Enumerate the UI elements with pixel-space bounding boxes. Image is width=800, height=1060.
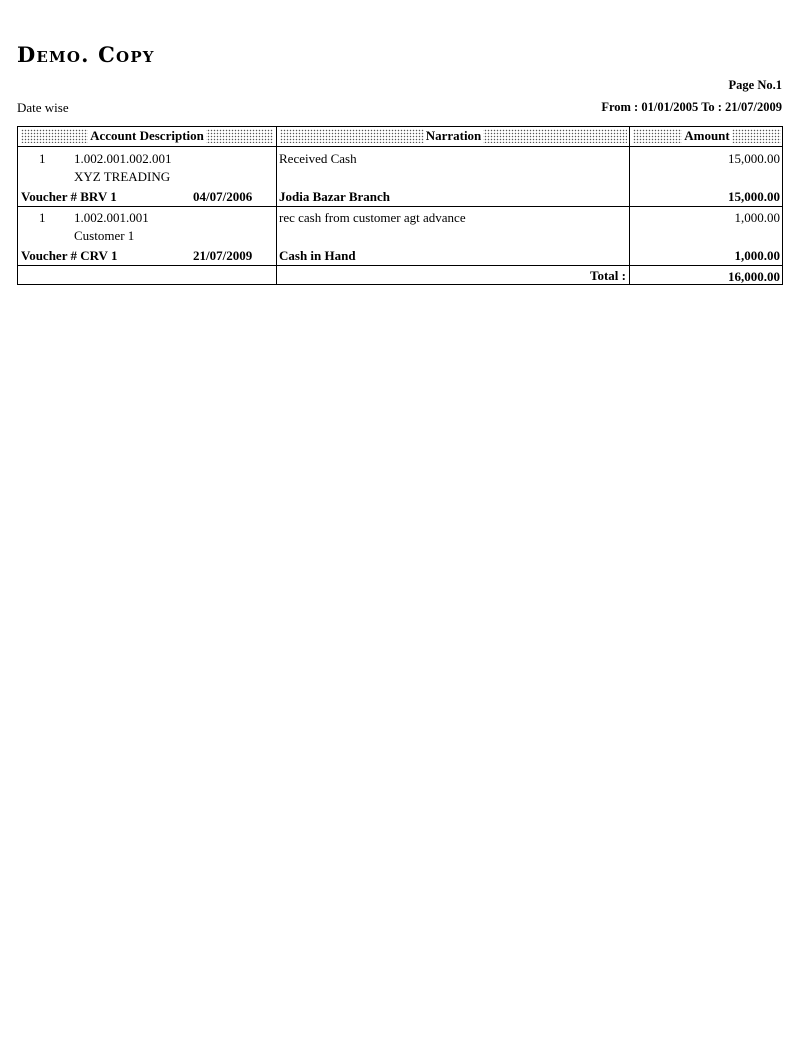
row-divider — [18, 206, 782, 207]
entry-narration: Received Cash — [279, 151, 357, 166]
total-value: 16,000.00 — [728, 269, 780, 284]
entry-account-name: XYZ TREADING — [74, 169, 171, 184]
report-period: From : 01/01/2005 To : 21/07/2009 — [601, 100, 782, 114]
entry-account-name: Customer 1 — [74, 228, 135, 243]
entry-account-code: 1.002.001.002.001 — [74, 151, 172, 166]
entry-serial: 1 — [39, 210, 46, 225]
total-label: Total : — [590, 268, 626, 283]
entry-serial: 1 — [39, 151, 46, 166]
company-title: Demo. Copy — [17, 42, 155, 67]
entry-subtotal: 1,000.00 — [734, 248, 780, 263]
entry-narration: rec cash from customer agt advance — [279, 210, 466, 225]
entry-branch: Cash in Hand — [279, 248, 356, 263]
table-header — [18, 127, 782, 147]
entry-subtotal: 15,000.00 — [728, 189, 780, 204]
page-number: Page No.1 — [728, 78, 782, 92]
entry-amount: 1,000.00 — [734, 210, 780, 225]
ledger-table — [17, 126, 783, 285]
report-mode: Date wise — [17, 100, 69, 115]
entry-date: 21/07/2009 — [193, 248, 253, 263]
entry-account-code: 1.002.001.001 — [74, 210, 149, 225]
column-header-account: Account Description — [21, 129, 273, 143]
entry-date: 04/07/2006 — [193, 189, 253, 204]
entry-voucher: Voucher # BRV 1 — [21, 189, 117, 204]
entry-voucher: Voucher # CRV 1 — [21, 248, 118, 263]
row-divider — [18, 265, 782, 266]
column-header-amount: Amount — [633, 129, 781, 143]
entry-amount: 15,000.00 — [728, 151, 780, 166]
column-header-narration: Narration — [280, 129, 627, 143]
entry-branch: Jodia Bazar Branch — [279, 189, 390, 204]
